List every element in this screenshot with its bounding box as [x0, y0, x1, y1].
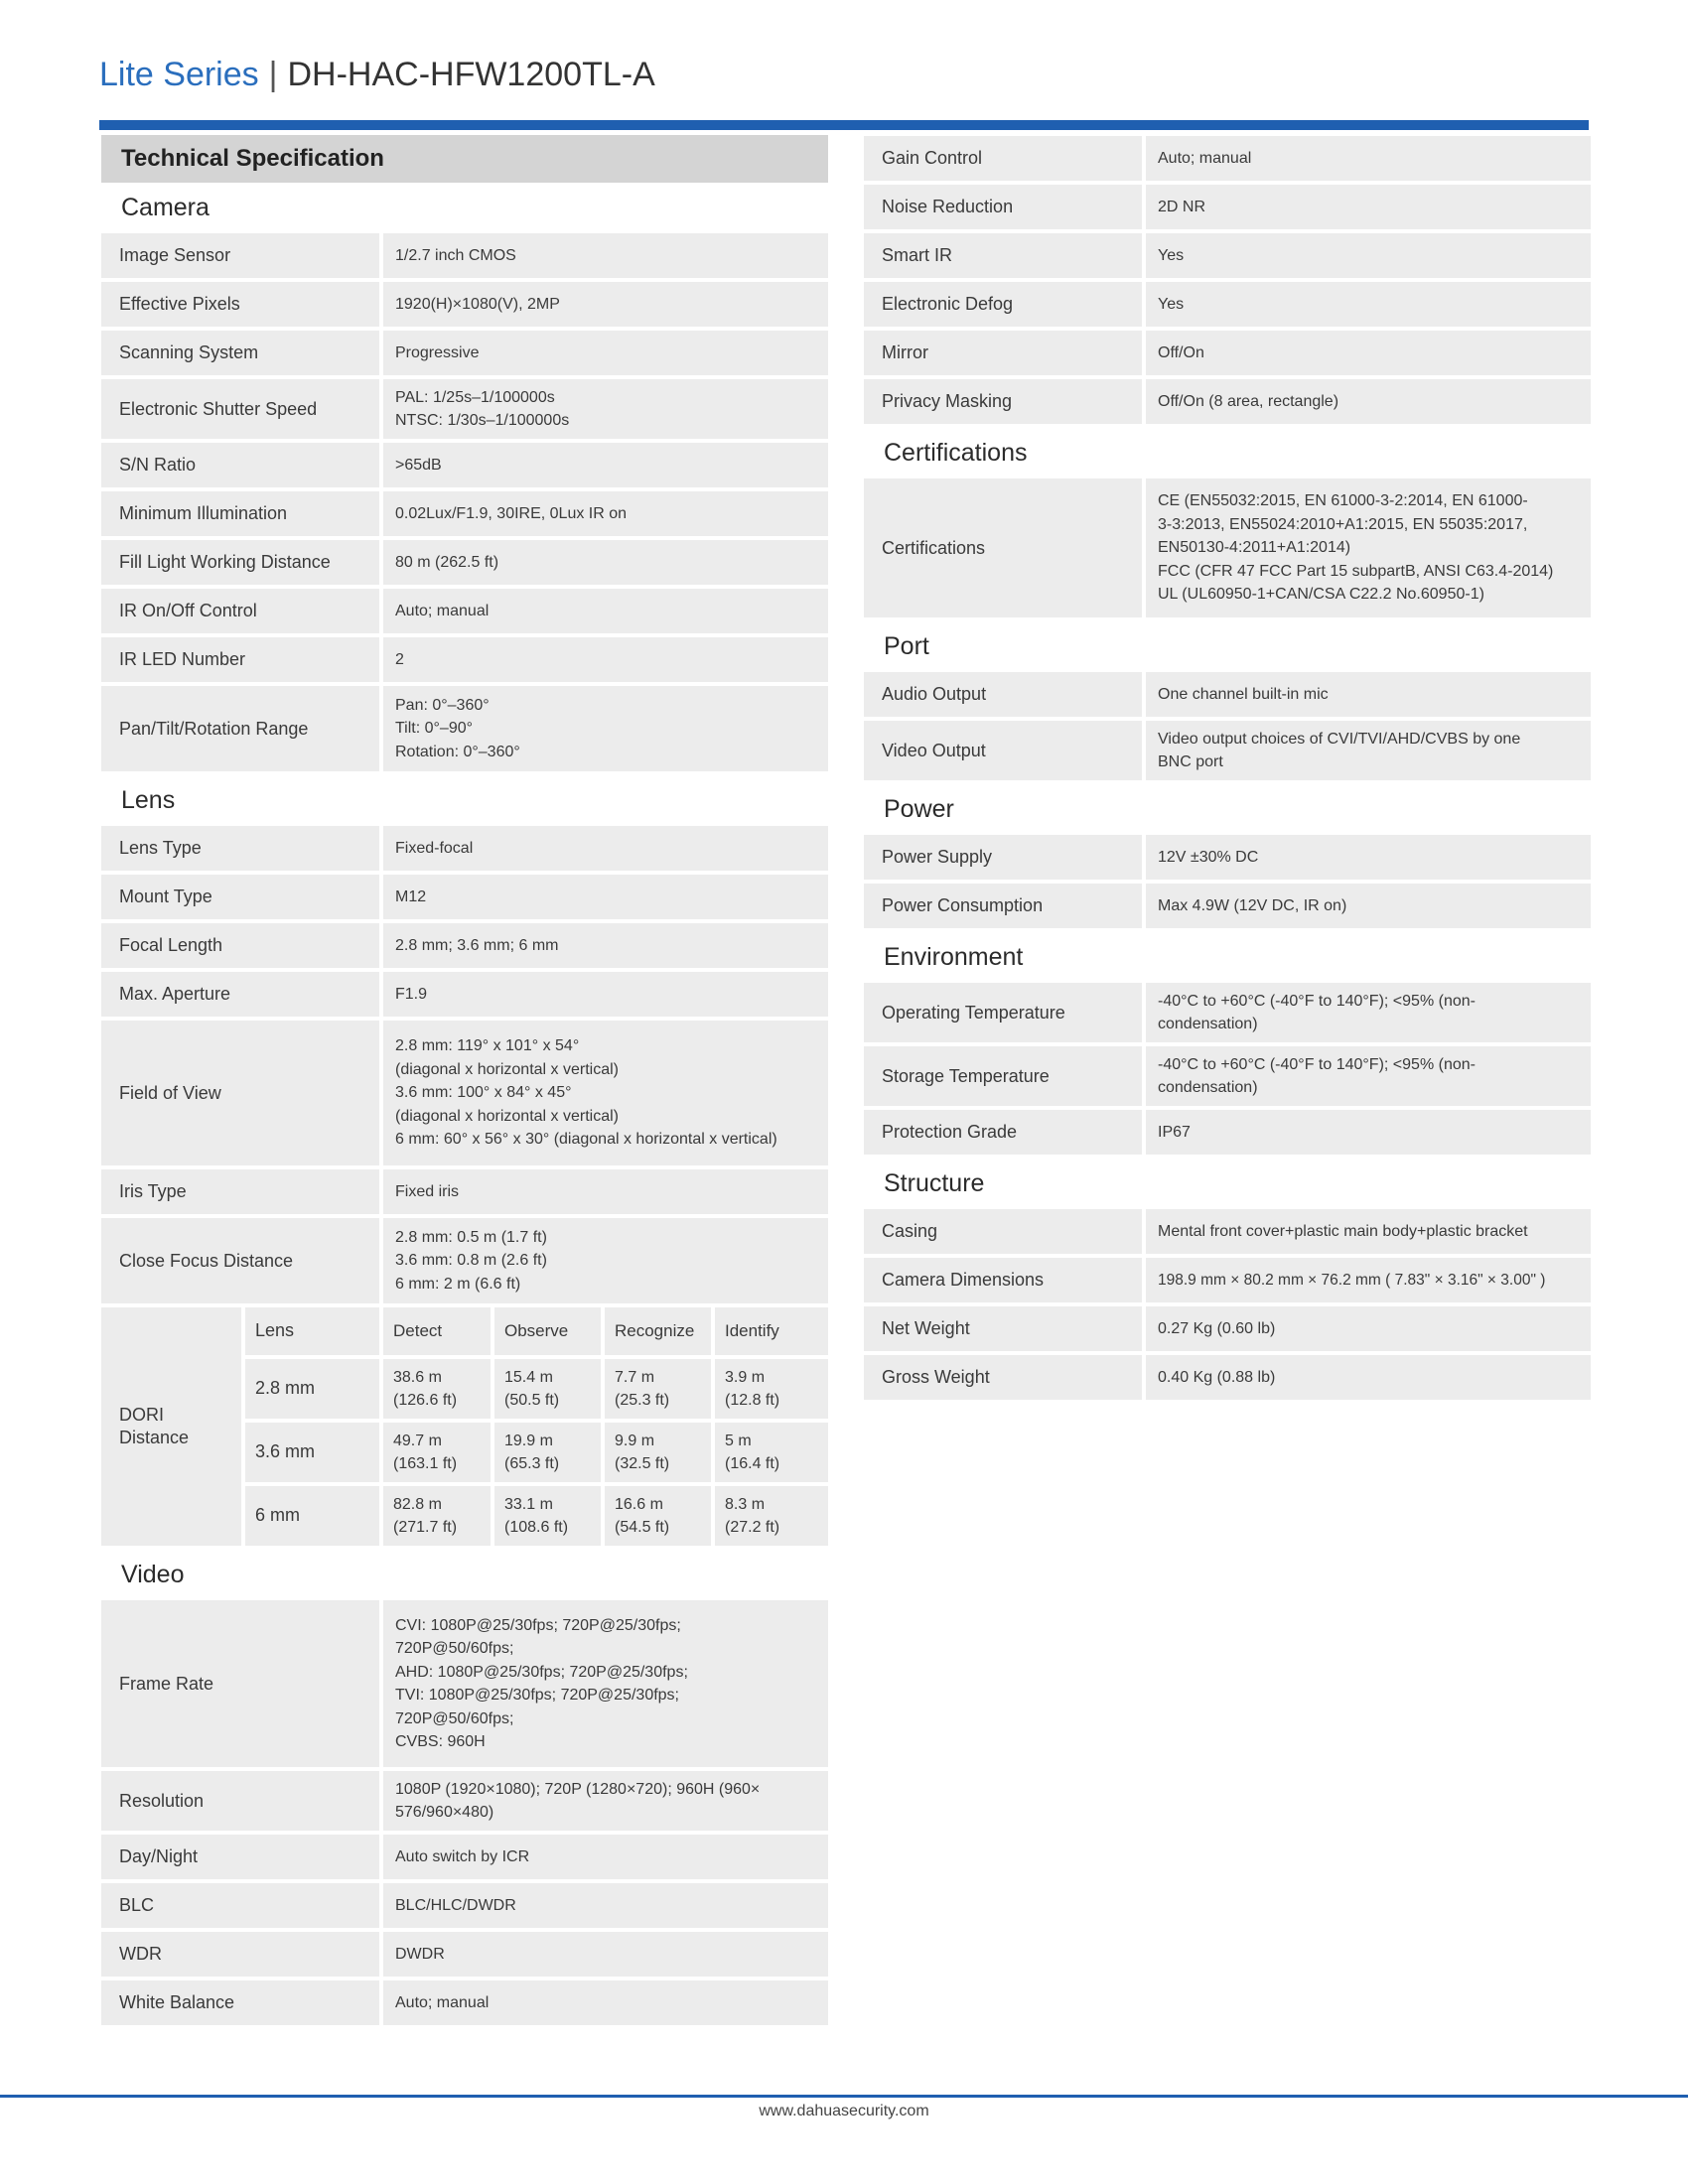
- spec-label: Storage Temperature: [864, 1046, 1142, 1106]
- dori-header-cell: Recognize: [605, 1307, 711, 1355]
- spec-row: [864, 1258, 1591, 1302]
- dori-table: [101, 1307, 828, 1546]
- spec-row: [864, 1209, 1591, 1254]
- spec-value: PAL: 1/25s–1/100000s NTSC: 1/30s–1/100000s: [383, 379, 828, 439]
- spec-row: [101, 637, 828, 682]
- spec-label: BLC: [101, 1883, 379, 1928]
- footer-divider: [0, 2095, 1688, 2098]
- spec-value: Yes: [1146, 282, 1591, 327]
- spec-row: [101, 443, 828, 487]
- dori-cell: 19.9 m (65.3 ft): [494, 1423, 601, 1482]
- spec-label: Close Focus Distance: [101, 1218, 379, 1303]
- spec-row: [101, 1169, 828, 1214]
- spec-label: Image Sensor: [101, 233, 379, 278]
- video-rows: [101, 1600, 828, 2025]
- spec-label: Operating Temperature: [864, 983, 1142, 1042]
- spec-value: Mental front cover+plastic main body+plastic bracket: [1146, 1209, 1591, 1254]
- spec-row: [101, 1932, 828, 1977]
- spec-row: [101, 875, 828, 919]
- spec-row: [101, 540, 828, 585]
- dori-row: [245, 1359, 828, 1419]
- spec-row: [864, 884, 1591, 928]
- structure-rows: [864, 1209, 1591, 1400]
- spec-label: Privacy Masking: [864, 379, 1142, 424]
- spec-label: Frame Rate: [101, 1600, 379, 1767]
- spec-column-right: [864, 136, 1591, 1404]
- spec-row: [864, 1306, 1591, 1351]
- port-rows: [864, 672, 1591, 780]
- spec-row: [864, 721, 1591, 780]
- spec-row: [864, 282, 1591, 327]
- spec-row: [101, 1021, 828, 1165]
- section-power: Power: [884, 795, 954, 823]
- video-cont-rows: [864, 136, 1591, 424]
- spec-label: WDR: [101, 1932, 379, 1977]
- spec-value: Auto switch by ICR: [383, 1835, 828, 1879]
- dori-cell: 6 mm: [245, 1486, 379, 1546]
- spec-label: White Balance: [101, 1980, 379, 2025]
- spec-row: [864, 478, 1591, 617]
- dori-grid: [245, 1307, 828, 1546]
- spec-value: -40°C to +60°C (-40°F to 140°F); <95% (non- condensation): [1146, 1046, 1591, 1106]
- footer-link[interactable]: www.dahuasecurity.com: [759, 2103, 929, 2119]
- spec-value: M12: [383, 875, 828, 919]
- spec-row: [101, 233, 828, 278]
- spec-row: [864, 331, 1591, 375]
- dori-cell: 7.7 m (25.3 ft): [605, 1359, 711, 1419]
- spec-column-left: [101, 136, 828, 2029]
- dori-header-row: [245, 1307, 828, 1355]
- spec-label: Scanning System: [101, 331, 379, 375]
- spec-value: Fixed-focal: [383, 826, 828, 871]
- spec-value: 198.9 mm × 80.2 mm × 76.2 mm ( 7.83" × 3.16" × 3.00" ): [1146, 1258, 1591, 1302]
- spec-label: Camera Dimensions: [864, 1258, 1142, 1302]
- spec-row: [101, 1883, 828, 1928]
- spec-value: Off/On: [1146, 331, 1591, 375]
- spec-value: CE (EN55032:2015, EN 61000-3-2:2014, EN 61000- 3-3:2013, EN55024:2010+A1:2015, EN 55035:2017, EN50130-4:2011+A1:2014) FCC (CFR 47 FCC Part 15 subpartB, ANSI C63.4-2014) UL (UL60950-1+CAN/CSA C22.2 No.60950-1): [1146, 478, 1591, 617]
- spec-label: Resolution: [101, 1771, 379, 1831]
- dori-cell: 3.9 m (12.8 ft): [715, 1359, 828, 1419]
- spec-row: [864, 233, 1591, 278]
- spec-row: [101, 1980, 828, 2025]
- camera-rows: [101, 233, 828, 771]
- spec-row: [864, 1046, 1591, 1106]
- section-structure: Structure: [884, 1169, 985, 1197]
- spec-value: 0.02Lux/F1.9, 30IRE, 0Lux IR on: [383, 491, 828, 536]
- spec-value: CVI: 1080P@25/30fps; 720P@25/30fps; 720P@50/60fps; AHD: 1080P@25/30fps; 720P@25/30fps; TVI: 1080P@25/30fps; 720P@25/30fps; 720P@50/60fps; CVBS: 960H: [383, 1600, 828, 1767]
- spec-value: Video output choices of CVI/TVI/AHD/CVBS by one BNC port: [1146, 721, 1591, 780]
- spec-row: [101, 1771, 828, 1831]
- spec-value: 1080P (1920×1080); 720P (1280×720); 960H (960× 576/960×480): [383, 1771, 828, 1831]
- page-title: [99, 52, 655, 97]
- header-divider: [99, 120, 1589, 130]
- dori-header-cell: Identify: [715, 1307, 828, 1355]
- spec-value: 2D NR: [1146, 185, 1591, 229]
- spec-value: 0.27 Kg (0.60 lb): [1146, 1306, 1591, 1351]
- spec-row: [101, 1835, 828, 1879]
- spec-label: Electronic Shutter Speed: [101, 379, 379, 439]
- spec-value: Off/On (8 area, rectangle): [1146, 379, 1591, 424]
- spec-row: [864, 1110, 1591, 1155]
- spec-label: Certifications: [864, 478, 1142, 617]
- spec-label: Smart IR: [864, 233, 1142, 278]
- spec-row: [101, 686, 828, 771]
- spec-label: Audio Output: [864, 672, 1142, 717]
- spec-value: -40°C to +60°C (-40°F to 140°F); <95% (non- condensation): [1146, 983, 1591, 1042]
- spec-label: Field of View: [101, 1021, 379, 1165]
- spec-label: Mirror: [864, 331, 1142, 375]
- dori-row: [245, 1486, 828, 1546]
- spec-label: IR On/Off Control: [101, 589, 379, 633]
- section-certifications: Certifications: [884, 439, 1028, 467]
- environment-rows: [864, 983, 1591, 1155]
- spec-label: Effective Pixels: [101, 282, 379, 327]
- spec-label: Gross Weight: [864, 1355, 1142, 1400]
- power-rows: [864, 835, 1591, 928]
- spec-value: 2.8 mm; 3.6 mm; 6 mm: [383, 923, 828, 968]
- spec-label: Power Supply: [864, 835, 1142, 880]
- spec-label: Casing: [864, 1209, 1142, 1254]
- dori-cell: 9.9 m (32.5 ft): [605, 1423, 711, 1482]
- spec-value: Auto; manual: [383, 1980, 828, 2025]
- spec-value: 2: [383, 637, 828, 682]
- spec-value: BLC/HLC/DWDR: [383, 1883, 828, 1928]
- spec-label: Focal Length: [101, 923, 379, 968]
- spec-label: Minimum Illumination: [101, 491, 379, 536]
- spec-value: 1/2.7 inch CMOS: [383, 233, 828, 278]
- spec-label: IR LED Number: [101, 637, 379, 682]
- spec-row: [101, 589, 828, 633]
- spec-row: [864, 379, 1591, 424]
- dori-cell: 49.7 m (163.1 ft): [383, 1423, 491, 1482]
- spec-label: Electronic Defog: [864, 282, 1142, 327]
- spec-value: >65dB: [383, 443, 828, 487]
- certifications-rows: [864, 478, 1591, 617]
- spec-label: Lens Type: [101, 826, 379, 871]
- spec-row: [864, 983, 1591, 1042]
- spec-value: One channel built-in mic: [1146, 672, 1591, 717]
- dori-cell: 33.1 m (108.6 ft): [494, 1486, 601, 1546]
- spec-value: Progressive: [383, 331, 828, 375]
- spec-row: [864, 185, 1591, 229]
- spec-row: [101, 972, 828, 1017]
- spec-label: Day/Night: [101, 1835, 379, 1879]
- dori-header-cell: Detect: [383, 1307, 491, 1355]
- dori-cell: 15.4 m (50.5 ft): [494, 1359, 601, 1419]
- model-name: DH-HAC-HFW1200TL-A: [287, 56, 655, 93]
- dori-header-cell: Lens: [245, 1307, 379, 1355]
- spec-value: 2.8 mm: 119° x 101° x 54° (diagonal x horizontal x vertical) 3.6 mm: 100° x 84° x 45° (diagonal x horizontal x vertical) 6 mm: 60° x 56° x 30° (diagonal x horizontal x vertical): [383, 1021, 828, 1165]
- spec-value: Pan: 0°–360° Tilt: 0°–90° Rotation: 0°–360°: [383, 686, 828, 771]
- series-name: Lite Series: [99, 56, 259, 93]
- spec-value: DWDR: [383, 1932, 828, 1977]
- dori-row: [245, 1423, 828, 1482]
- spec-value: 12V ±30% DC: [1146, 835, 1591, 880]
- spec-value: Auto; manual: [1146, 136, 1591, 181]
- spec-row: [101, 379, 828, 439]
- spec-row: [101, 826, 828, 871]
- spec-value: 80 m (262.5 ft): [383, 540, 828, 585]
- spec-label: Net Weight: [864, 1306, 1142, 1351]
- dori-cell: 16.6 m (54.5 ft): [605, 1486, 711, 1546]
- spec-label: Gain Control: [864, 136, 1142, 181]
- spec-row: [101, 331, 828, 375]
- spec-label: Mount Type: [101, 875, 379, 919]
- lens-rows: [101, 826, 828, 1546]
- spec-value: IP67: [1146, 1110, 1591, 1155]
- section-camera: Camera: [121, 194, 210, 221]
- section-port: Port: [884, 632, 929, 660]
- spec-row: [101, 282, 828, 327]
- spec-label: Power Consumption: [864, 884, 1142, 928]
- dori-cell: 38.6 m (126.6 ft): [383, 1359, 491, 1419]
- spec-row: [101, 1218, 828, 1303]
- spec-row: [864, 835, 1591, 880]
- spec-value: F1.9: [383, 972, 828, 1017]
- spec-value: Fixed iris: [383, 1169, 828, 1214]
- spec-label: Video Output: [864, 721, 1142, 780]
- spec-row: [864, 136, 1591, 181]
- dori-cell: 2.8 mm: [245, 1359, 379, 1419]
- section-lens: Lens: [121, 786, 176, 814]
- spec-value: 1920(H)×1080(V), 2MP: [383, 282, 828, 327]
- dori-cell: 3.6 mm: [245, 1423, 379, 1482]
- dori-label: DORI Distance: [101, 1307, 241, 1546]
- spec-label: Protection Grade: [864, 1110, 1142, 1155]
- section-environment: Environment: [884, 943, 1024, 971]
- spec-label: Pan/Tilt/Rotation Range: [101, 686, 379, 771]
- spec-label: Noise Reduction: [864, 185, 1142, 229]
- spec-row: [101, 491, 828, 536]
- spec-label: S/N Ratio: [101, 443, 379, 487]
- spec-row: [101, 1600, 828, 1767]
- spec-row: [101, 923, 828, 968]
- spec-row: [864, 1355, 1591, 1400]
- section-video: Video: [121, 1561, 185, 1588]
- spec-row: [864, 672, 1591, 717]
- title-separator: |: [268, 56, 278, 93]
- dori-header-cell: Observe: [494, 1307, 601, 1355]
- spec-value: 2.8 mm: 0.5 m (1.7 ft) 3.6 mm: 0.8 m (2.6 ft) 6 mm: 2 m (6.6 ft): [383, 1218, 828, 1303]
- spec-value: 0.40 Kg (0.88 lb): [1146, 1355, 1591, 1400]
- spec-label: Iris Type: [101, 1169, 379, 1214]
- spec-label: Fill Light Working Distance: [101, 540, 379, 585]
- spec-title: Technical Specification: [101, 135, 828, 183]
- spec-label: Max. Aperture: [101, 972, 379, 1017]
- spec-value: Max 4.9W (12V DC, IR on): [1146, 884, 1591, 928]
- spec-value: Yes: [1146, 233, 1591, 278]
- dori-cell: 8.3 m (27.2 ft): [715, 1486, 828, 1546]
- dori-cell: 82.8 m (271.7 ft): [383, 1486, 491, 1546]
- dori-cell: 5 m (16.4 ft): [715, 1423, 828, 1482]
- spec-value: Auto; manual: [383, 589, 828, 633]
